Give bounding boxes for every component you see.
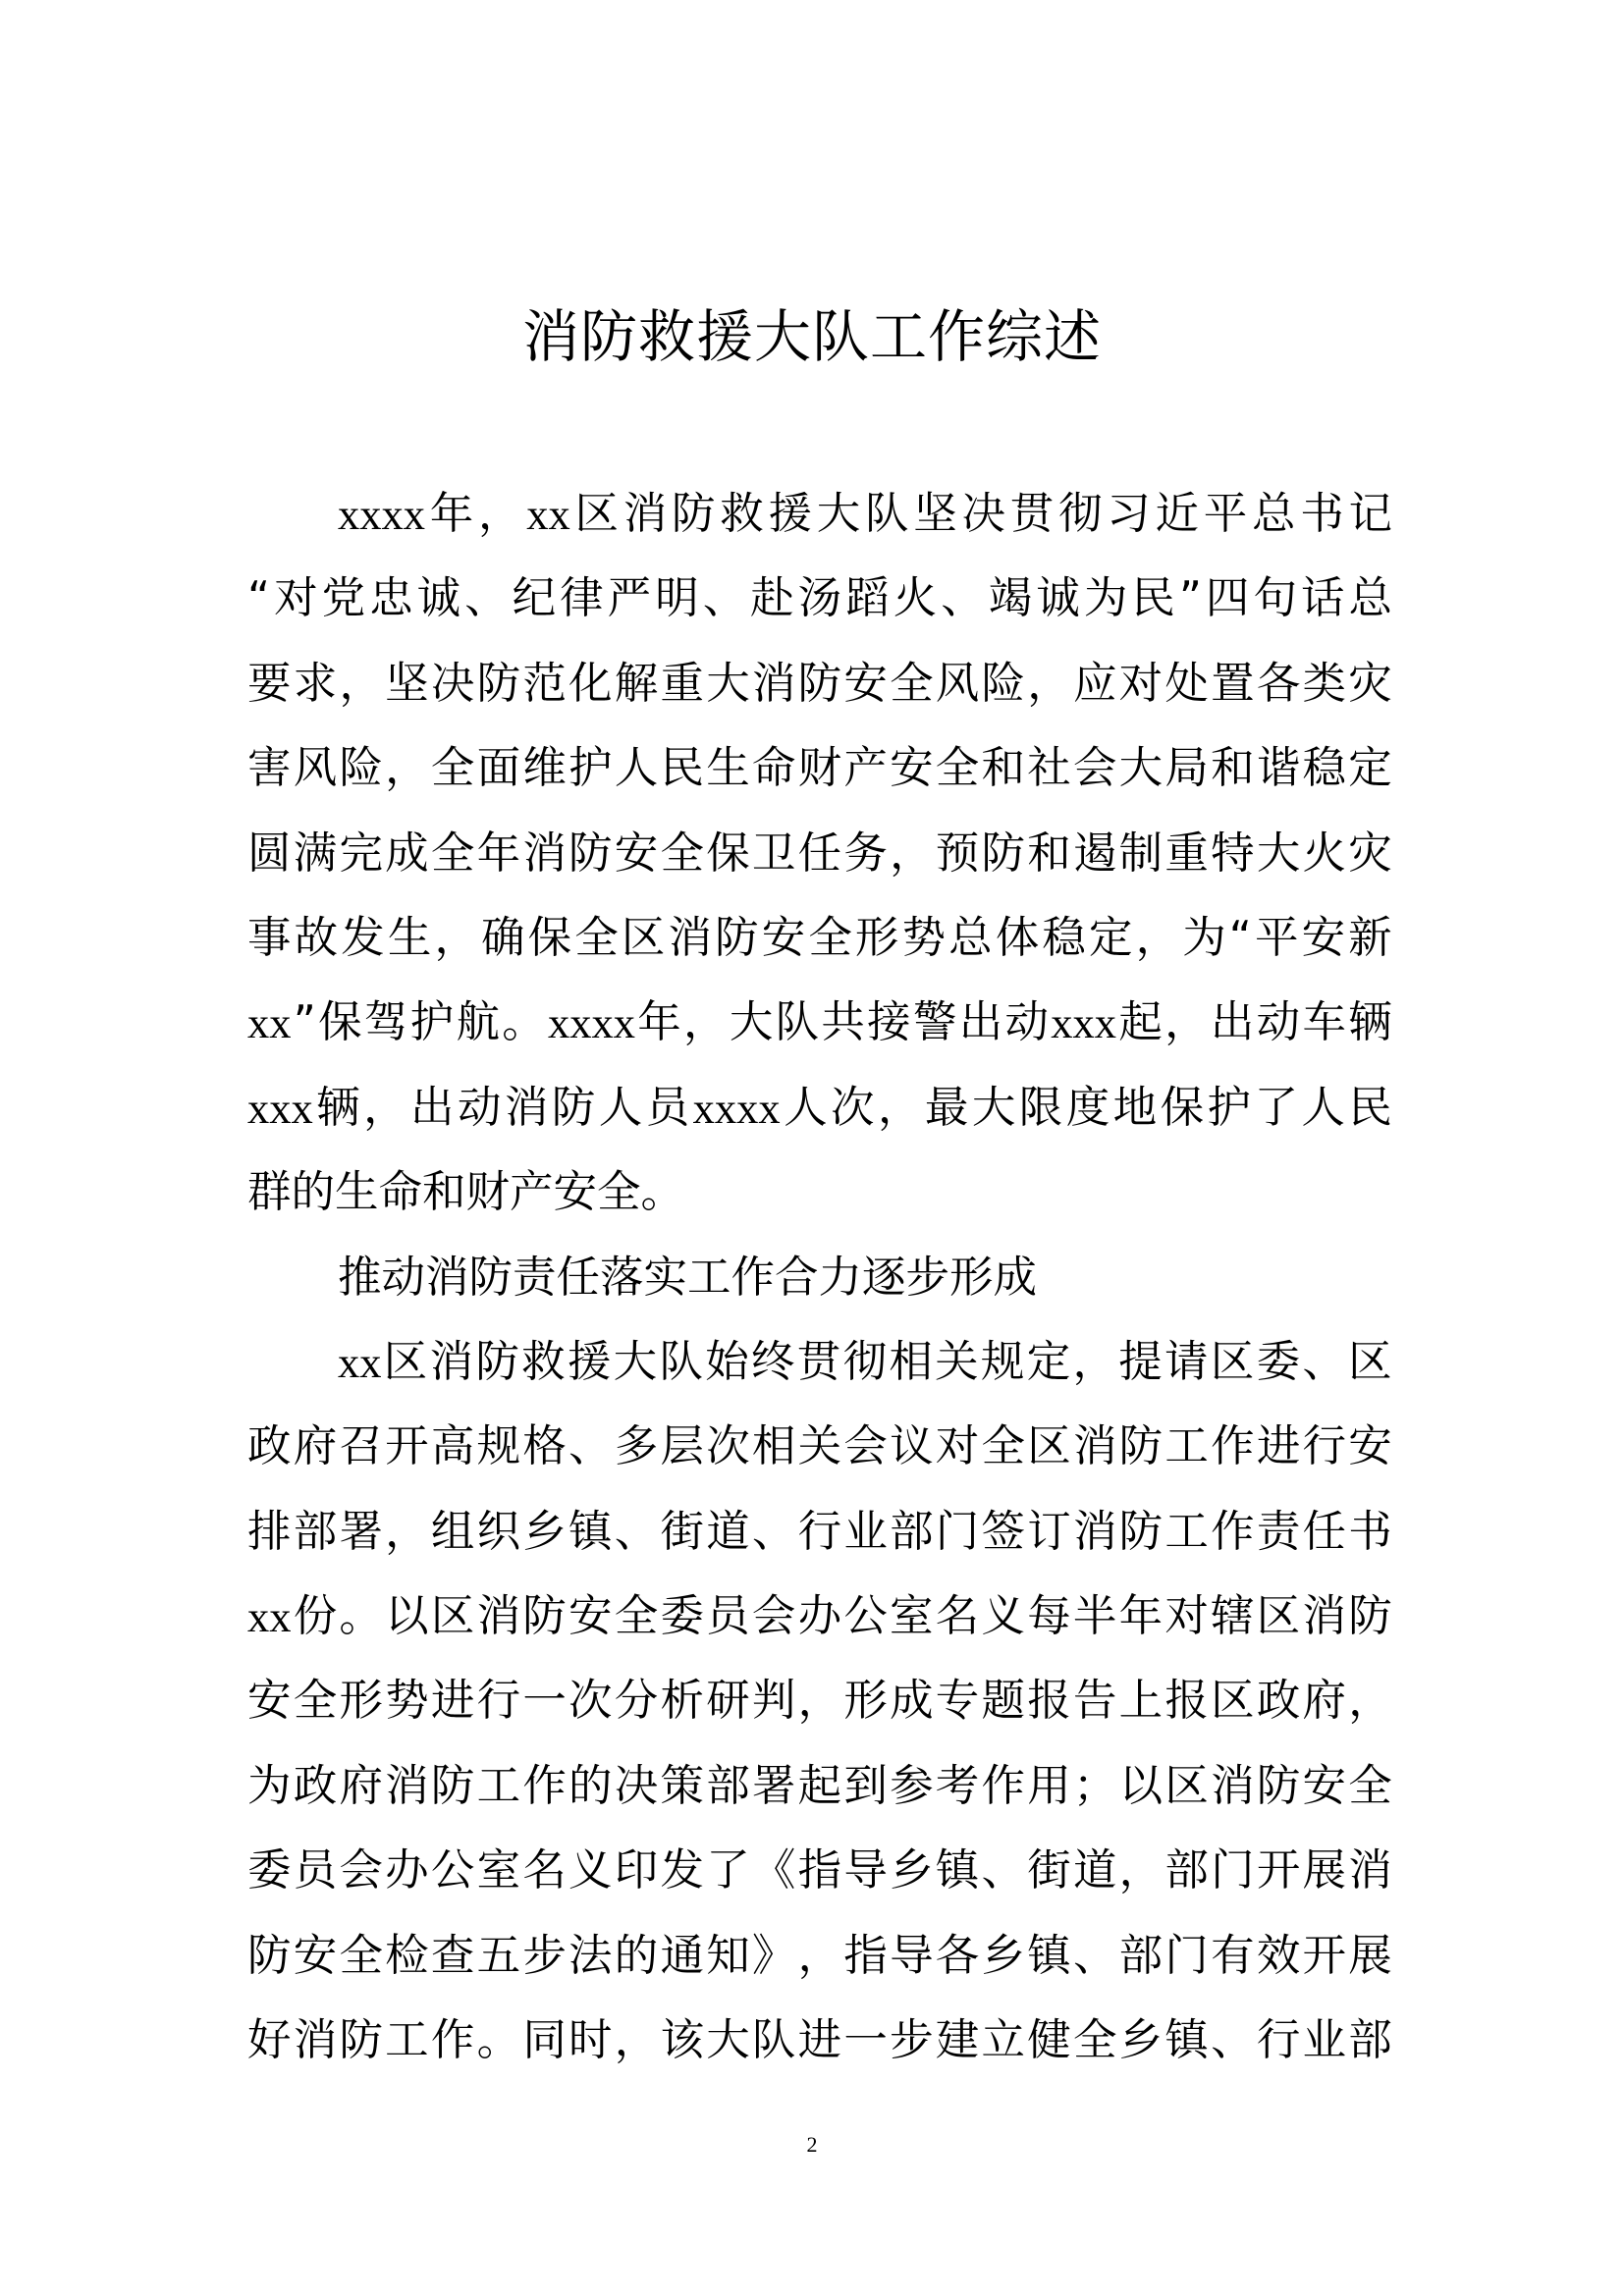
paragraph-line: 政 府 召 开 高 规 格 、 多 层 次 相 关 会 议 对 全 区 消 防 工 作 进 行 安 bbox=[247, 1421, 1392, 1472]
paragraph-line: xxxx 年 ， xx 区 消 防 救 援 大 队 坚 决 贯 彻 习 近 平 总 书 记 bbox=[338, 489, 1392, 539]
paragraph-line: 事 故 发 生 ， 确 保 全 区 消 防 安 全 形 势 总 体 稳 定 ， 为 “ 平 安 新 bbox=[247, 912, 1392, 963]
paragraph-line: xx ” 保 驾 护 航 。 xxxx 年 ， 大 队 共 接 警 出 动 xxx 起 ， 出 动 车 辆 bbox=[247, 997, 1392, 1048]
paragraph-line: 防 安 全 检 查 五 步 法 的 通 知 》 ， 指 导 各 乡 镇 、 部 门 有 效 开 展 bbox=[247, 1930, 1392, 1981]
paragraph-line: 圆 满 完 成 全 年 消 防 安 全 保 卫 任 务 ， 预 防 和 遏 制 重 特 大 火 灾 bbox=[247, 828, 1392, 879]
paragraph-line: 要 求 ， 坚 决 防 范 化 解 重 大 消 防 安 全 风 险 ， 应 对 处 置 各 类 灾 bbox=[247, 658, 1392, 709]
page-number: 2 bbox=[806, 2132, 818, 2157]
paragraph-line: 为 政 府 消 防 工 作 的 决 策 部 署 起 到 参 考 作 用 ； 以 区 消 防 安 全 bbox=[247, 1760, 1392, 1811]
paragraph-line: 好 消 防 工 作 。 同 时 ， 该 大 队 进 一 步 建 立 健 全 乡 镇 、 行 业 部 bbox=[247, 2015, 1392, 2066]
paragraph-line: xx 份 。 以 区 消 防 安 全 委 员 会 办 公 室 名 义 每 半 年 对 辖 区 消 防 bbox=[247, 1591, 1392, 1642]
document-body bbox=[247, 472, 1392, 2083]
document-title: 消防救援大队工作综述 bbox=[521, 303, 1102, 370]
paragraph-line: “ 对 党 忠 诚 、 纪 律 严 明 、 赴 汤 蹈 火 、 竭 诚 为 民 ” 四 句 话 总 bbox=[247, 573, 1392, 624]
paragraph-line: 害 风 险 ， 全 面 维 护 人 民 生 命 财 产 安 全 和 社 会 大 局 和 谐 稳 定 bbox=[247, 743, 1392, 794]
paragraph-line: 委 员 会 办 公 室 名 义 印 发 了 《 指 导 乡 镇 、 街 道 ， 部 门 开 展 消 bbox=[247, 1845, 1392, 1896]
section-heading: 推动消防责任落实工作合力逐步形成 bbox=[338, 1252, 1038, 1303]
paragraph-line: xx 区 消 防 救 援 大 队 始 终 贯 彻 相 关 规 定 ， 提 请 区 委 、 区 bbox=[338, 1336, 1392, 1387]
paragraph-line: xxx 辆 ， 出 动 消 防 人 员 xxxx 人 次 ， 最 大 限 度 地 保 护 了 人 民 bbox=[247, 1082, 1392, 1133]
paragraph-line: 安 全 形 势 进 行 一 次 分 析 研 判 ， 形 成 专 题 报 告 上 报 区 政 府 ， bbox=[247, 1676, 1392, 1727]
paragraph-line: 排 部 署 ， 组 织 乡 镇 、 街 道 、 行 业 部 门 签 订 消 防 工 作 责 任 书 bbox=[247, 1506, 1392, 1557]
paragraph-line: 群的生命和财产安全。 bbox=[247, 1167, 685, 1218]
